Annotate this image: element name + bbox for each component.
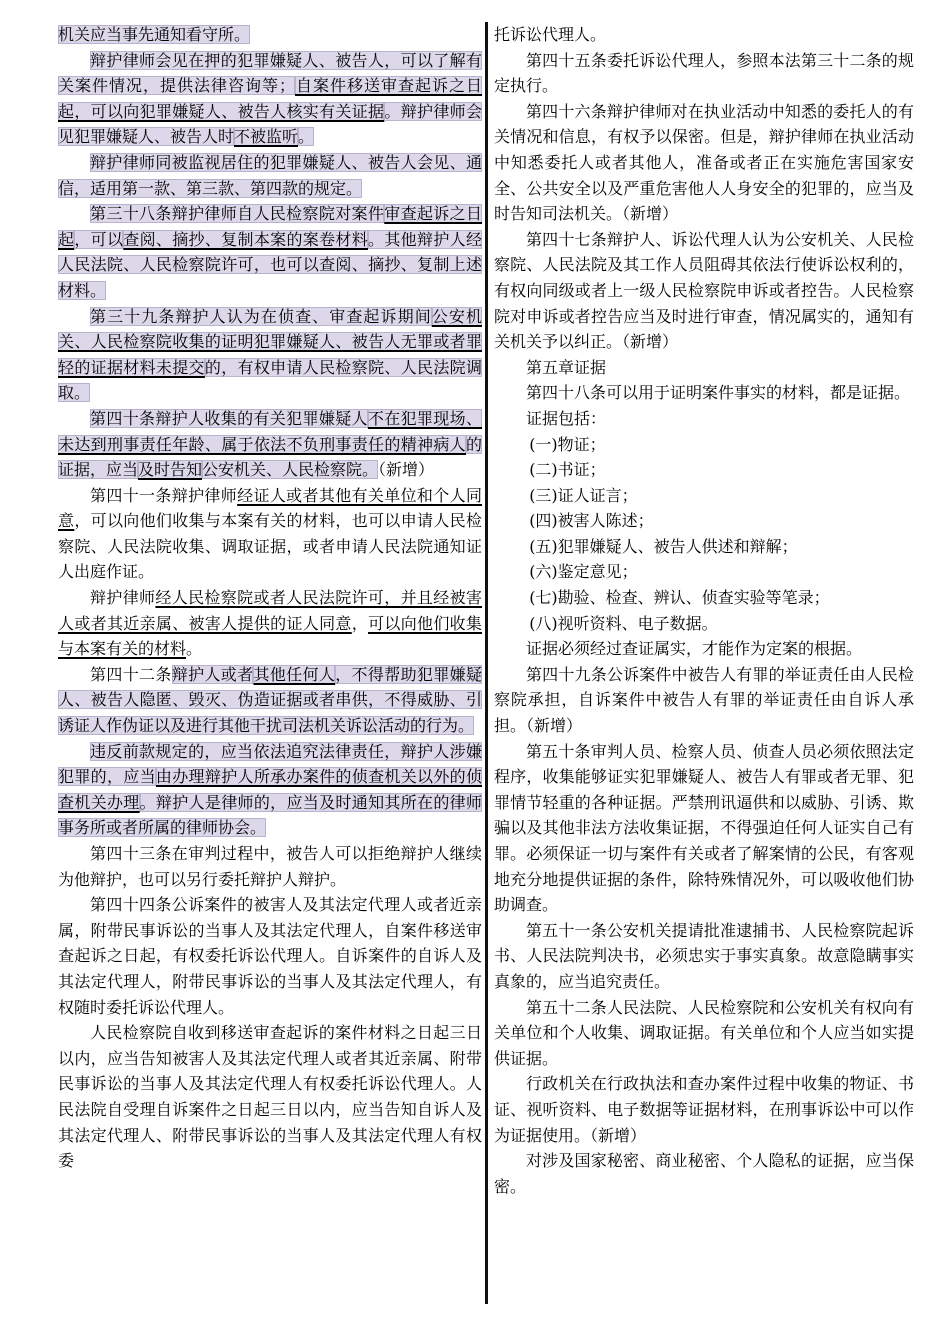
list-item [494, 483, 914, 509]
text-run: 第四十八条可以用于证明案件事实的材料，都是证据。 [526, 383, 911, 403]
text-run: (八)视听资料、电子数据。 [529, 613, 718, 633]
highlighted-text: 辩护律师同被监视居住的犯罪嫌疑人、被告人会见、通信，适用第一款、第三款、第四款的规定。 [58, 152, 482, 198]
paragraph [494, 636, 914, 662]
paragraph [494, 1071, 914, 1148]
paragraph [494, 662, 914, 739]
list-item [494, 508, 914, 534]
highlighted-text: ，不得帮助犯罪嫌疑人、被告人隐匿、毁灭、伪造证据或者串供，不得威胁、引诱证人作伪证以及进行其他干扰司法机关诉讼活动的行为。 [58, 664, 482, 736]
left-text-column [58, 22, 482, 1317]
text-run: 。 [186, 639, 203, 659]
highlighted-text: 。其他辩护人经人民法院、人民检察院许可，也可以查阅、摘抄、复制上述材料。 [58, 229, 482, 300]
highlighted-text: 。辩护律师会见犯罪嫌疑人、被告人时 [58, 101, 482, 147]
highlighted-text: 及时告知 [138, 460, 203, 480]
highlighted-text: 。辩护人是律师的，应当及时通知其所在的律师事务所或者所属的律师协会。 [58, 792, 482, 838]
highlighted-text: 自案件移送审查起诉之日起，可以向犯罪嫌疑人、被告人核实有关证据 [58, 76, 482, 121]
paragraph [58, 739, 482, 841]
highlighted-text: 公安机关、人民检察院收集的证明犯罪嫌疑人、被告人无罪或者罪轻的证据材料未提交 [58, 306, 482, 377]
text-run: ，可以向他们收集与本案有关的材料，也可以申请人民检察院、人民法院收集、调取证据，或者申请人民法院通知证人出庭作证。 [58, 511, 482, 582]
highlighted-text: 审查起诉之日起 [58, 204, 482, 249]
text-run: 人民检察院自收到移送审查起诉的案件材料之日起三日以内，应当告知被害人及其法定代理人或者其近亲属、附带民事诉讼的当事人及其法定代理人有权委托诉讼代理人。人民法院自受理自诉案件之日起三日以内，应当告知自诉人及其法定代理人、附带民事诉讼的当事人及其法定代理人有权委 [58, 1023, 482, 1171]
paragraph [58, 483, 482, 585]
list-item [494, 585, 914, 611]
column-divider [485, 22, 488, 1304]
underlined-text: 经证人或者其他有关单位和个人同意 [58, 485, 482, 531]
text-run: (二)书证； [529, 460, 606, 480]
highlighted-text: 辩护律师会见在押的犯罪嫌疑人、被告人，可以了解有关案件情况，提供法律咨询等； [58, 50, 482, 96]
text-run: ， [351, 613, 369, 633]
paragraph [58, 585, 482, 662]
text-run: 第四十三条在审判过程中，被告人可以拒绝辩护人继续为他辩护，也可以另行委托辩护人辩护。 [58, 844, 482, 889]
paragraph [494, 355, 914, 381]
text-run: 第四十七条辩护人、诉讼代理人认为公安机关、人民检察院、人民法院及其工作人员阻碍其依法行使诉讼权利的，有权向同级或者上一级人民检察院申诉或者控告。人民检察院对申诉或者控告应当及时进行审查，情况属实的，通知有关机关予以纠正。（新增） [494, 229, 914, 352]
highlighted-text: 查阅、摘抄、复制本案的案卷材料 [123, 229, 369, 249]
text-run: 第四十五条委托诉讼代理人，参照本法第三十二条的规定执行。 [494, 50, 914, 96]
right-text-column [494, 22, 914, 1317]
highlighted-text: 第三十八条辩护律师自人民检察院对案件 [90, 204, 385, 224]
paragraph [494, 99, 914, 227]
text-run: 辩护律师 [90, 588, 156, 608]
paragraph [58, 841, 482, 892]
text-run: (一)物证； [529, 434, 606, 454]
highlighted-text: 。 [298, 127, 315, 147]
highlighted-text: 不被监听 [234, 127, 299, 147]
text-run: 证据必须经过查证属实，才能作为定案的根据。 [526, 639, 863, 659]
text-run: 第五十一条公安机关提请批准逮捕书、人民检察院起诉书、人民法院判决书，必须忠实于事实真象。故意隐瞒事实真象的，应当追究责任。 [494, 920, 914, 991]
text-run: 第五章证据 [526, 357, 607, 377]
highlighted-text: 第三十九条辩护人认为在侦查、审查起诉期间 [90, 306, 432, 326]
text-run: 行政机关在行政执法和查办案件过程中收集的物证、书证、视听资料、电子数据等证据材料，在刑事诉讼中可以作为证据使用。（新增） [494, 1074, 914, 1145]
paragraph [58, 150, 482, 201]
text-run: (三)证人证言； [529, 485, 638, 505]
highlighted-text: 违反前款规定的，应当依法追究法律责任，辩护人涉嫌犯罪的，应当 [58, 741, 482, 787]
paragraph [494, 22, 914, 48]
list-item [494, 611, 914, 637]
paragraph [494, 995, 914, 1072]
paragraph [58, 22, 482, 48]
text-run: (五)犯罪嫌疑人、被告人供述和辩解； [529, 536, 798, 556]
text-run: (四)被害人陈述； [529, 511, 654, 531]
text-run: (六)鉴定意见； [529, 562, 638, 582]
text-run: 第四十九条公诉案件中被告人有罪的举证责任由人民检察院承担，自诉案件中被告人有罪的举证责任由自诉人承担。（新增） [494, 664, 914, 736]
text-run: (七)勘验、检查、辨认、侦查实验等笔录； [529, 588, 830, 608]
highlighted-text: 第四十条辩护人收集的有关犯罪嫌疑人 [90, 408, 368, 428]
text-run: 第四十六条辩护律师对在执业活动中知悉的委托人的有关情况和信息，有权予以保密。但是，辩护律师在执业活动中知悉委托人或者其他人，准备或者正在实施危害国家安全、公共安全以及严重危害他人人身安全的犯罪的，应当及时告知司法机关。（新增） [494, 101, 914, 224]
paragraph [58, 48, 482, 150]
paragraph [494, 918, 914, 995]
paragraph [58, 304, 482, 406]
highlighted-text: 机关应当事先通知看守所。 [58, 25, 251, 44]
highlighted-text: 由办理辩护人所承办案件的侦查机关以外的侦查机关办理 [58, 767, 482, 812]
paragraph [494, 227, 914, 355]
highlighted-text: 辩护人或者 [171, 664, 254, 684]
paragraph [58, 1020, 482, 1174]
paragraph [58, 201, 482, 303]
list-item [494, 432, 914, 458]
paragraph [494, 1148, 914, 1199]
underlined-text: 经人民检察院或者人民法院许可，并且经被害人或者其近亲属、被害人提供的证人同意 [58, 588, 482, 633]
highlighted-text: 的，有权申请人民检察院、人民法院调取。 [58, 357, 482, 403]
text-run: 对涉及国家秘密、商业秘密、个人隐私的证据，应当保密。 [494, 1151, 914, 1196]
paragraph [58, 662, 482, 739]
text-run: 证据包括： [526, 408, 607, 428]
list-item [494, 559, 914, 585]
paragraph [494, 739, 914, 918]
underlined-text: 可以向他们收集与本案有关的材料 [58, 613, 482, 659]
list-item [494, 534, 914, 560]
paragraph [494, 406, 914, 432]
paragraph [58, 892, 482, 1020]
list-item [494, 457, 914, 483]
text-run: 第四十一条辩护律师 [90, 485, 238, 505]
highlighted-text: 公安机关、人民检察院。 [202, 460, 379, 480]
highlighted-text: 的证据，应当 [58, 434, 482, 480]
text-run: 第四十四条公诉案件的被害人及其法定代理人或者近亲属，附带民事诉讼的当事人及其法定代理人，自案件移送审查起诉之日起，有权委托诉讼代理人。自诉案件的自诉人及其法定代理人，附带民事诉讼的当事人及其法定代理人，有权随时委托诉讼代理人。 [58, 895, 482, 1017]
text-run: （新增） [378, 460, 435, 480]
paragraph [58, 406, 482, 483]
text-run: 托诉讼代理人。 [494, 25, 607, 44]
text-run: 第五十条审判人员、检察人员、侦查人员必须依照法定程序，收集能够证实犯罪嫌疑人、被告人有罪或者无罪、犯罪情节轻重的各种证据。严禁刑讯逼供和以威胁、引诱、欺骗以及其他非法方法收集证据，不得强迫任何人证实自己有罪。必须保证一切与案件有关或者了解案情的公民，有客观地充分地提供证据的条件，除特殊情况外，可以吸收他们协助调查。 [494, 741, 914, 915]
highlighted-text: 其他任何人 [253, 664, 336, 684]
highlighted-text: ，可以 [74, 229, 124, 249]
paragraph [494, 48, 914, 99]
highlighted-text: 不在犯罪现场、未达到刑事责任年龄、属于依法不负刑事责任的精神病人 [58, 408, 482, 454]
text-run: 第四十二条 [90, 664, 172, 684]
paragraph [494, 380, 914, 406]
text-run: 第五十二条人民法院、人民检察院和公安机关有权向有关单位和个人收集、调取证据。有关单位和个人应当如实提供证据。 [494, 997, 914, 1068]
